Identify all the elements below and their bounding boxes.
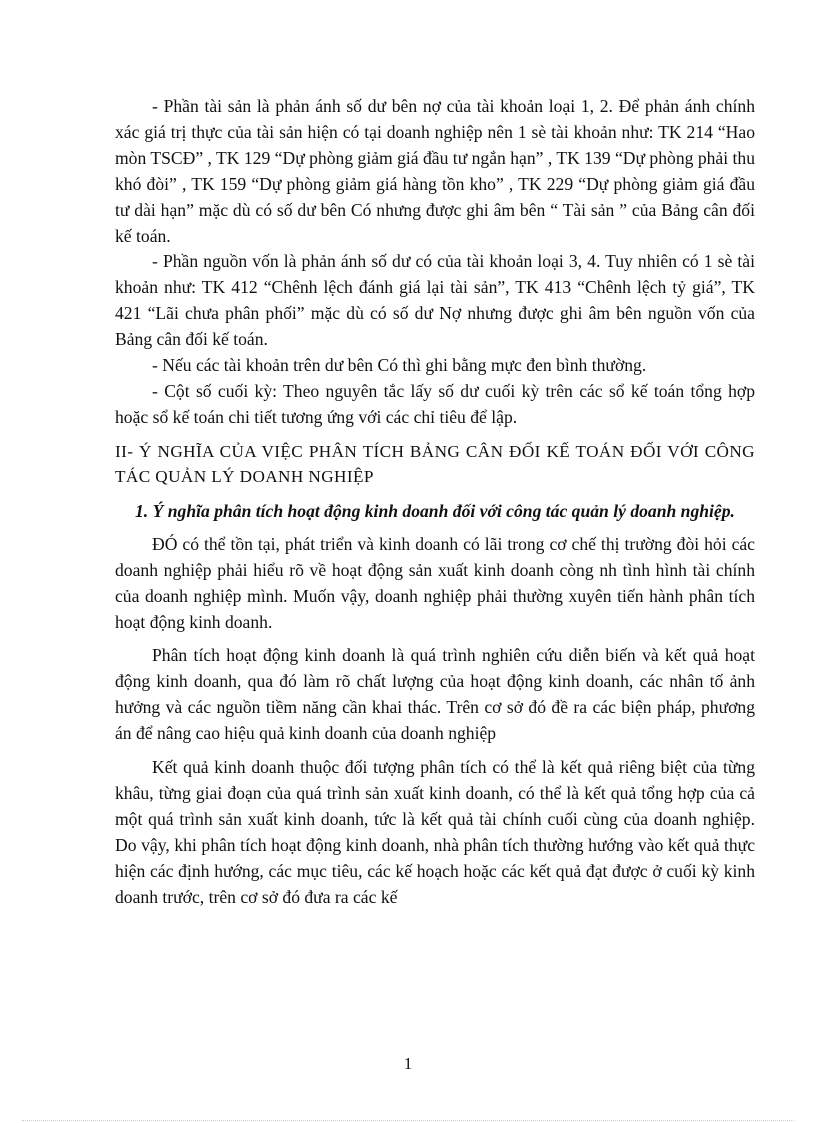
page-bottom-divider bbox=[22, 1120, 794, 1121]
spacer bbox=[115, 490, 755, 498]
paragraph-ending-balance: - Cột số cuối kỳ: Theo nguyên tắc lấy số dư cuối kỳ trên các sổ kế toán tổng hợp hoặc sổ kế toán chi tiết tương ứng với các chỉ tiêu để lập. bbox=[115, 380, 755, 427]
spacer bbox=[115, 747, 755, 755]
spacer bbox=[115, 524, 755, 532]
paragraph-credit-balance: - Nếu các tài khoản trên dư bên Có thì ghi bằng mực đen bình thường. bbox=[152, 355, 647, 376]
spacer bbox=[115, 635, 755, 643]
paragraph-definition: Phân tích hoạt động kinh doanh là quá trình nghiên cứu diễn biến và kết quả hoạt động kinh doanh, qua đó làm rõ chất lượng của hoạt động kinh doanh, các nhân tố ảnh hưởng và các nguồn tiềm năng cần khai thác. Trên cơ sở đó đề ra các biện pháp, phương án để nâng cao hiệu quả kinh doanh của doanh nghiệp bbox=[115, 645, 755, 744]
paragraph-intro: ĐÓ có thể tồn tại, phát triển và kinh doanh có lãi trong cơ chế thị trường đòi hỏi các doanh nghiệp phải hiểu rõ về hoạt động sản xuất kinh doanh còng nh tình hình tài chính của doanh nghiệp mình. Muốn vậy, doanh nghiệp phải thường xuyên tiến hành phân tích hoạt động kinh doanh. bbox=[115, 533, 755, 632]
paragraph-results: Kết quả kinh doanh thuộc đối tượng phân tích có thể là kết quả riêng biệt của từng khâu, từng giai đoạn của quá trình sản xuất kinh doanh, có thể là kết quả tổng hợp của cả một quá trình sản xuất kinh doanh, tức là kết quả tài chính cuối cùng của doanh nghiệp. Do vậy, khi phân tích hoạt động kinh doanh, nhà phân tích thường hướng vào kết quả thực hiện các định hướng, các mục tiêu, các kế hoạch hoặc các kết quả đạt được ở cuối kỳ kinh doanh trước, trên cơ sở đó đưa ra các kế bbox=[115, 757, 755, 907]
spacer bbox=[115, 431, 755, 439]
document-page bbox=[115, 94, 755, 910]
paragraph-assets: - Phần tài sản là phản ánh số dư bên nợ của tài khoản loại 1, 2. Để phản ánh chính xác giá trị thực của tài sản hiện có tại doanh nghiệp nên 1 sè tài khoản như: TK 214 “Hao mòn TSCĐ” , TK 129 “Dự phòng giảm giá đầu tư ngắn hạn” , TK 139 “Dự phòng phải thu khó đòi” , TK 159 “Dự phòng giảm giá hàng tồn kho” , TK 229 “Dự phòng giảm giá đầu tư dài hạn” mặc dù có số dư bên Có nhưng được ghi âm bên “ Tài sản ” của Bảng cân đối kế toán. bbox=[115, 96, 755, 246]
section-heading: II- Ý NGHĨA CỦA VIỆC PHÂN TÍCH BẢNG CÂN ĐỐI KẾ TOÁN ĐỐI VỚI CÔNG TÁC QUẢN LÝ DOANH NGHIỆP bbox=[115, 441, 755, 487]
page-number: 1 bbox=[403, 1054, 413, 1073]
paragraph-capital: - Phần nguồn vốn là phản ánh số dư có của tài khoản loại 3, 4. Tuy nhiên có 1 sè tài khoản như: TK 412 “Chênh lệch đánh giá lại tài sản”, TK 413 “Chênh lệch tỷ giá”, TK 421 “Lãi chưa phân phối” mặc dù có số dư Nợ nhưng được ghi âm bên nguồn vốn của Bảng cân đối kế toán. bbox=[115, 251, 755, 350]
subsection-heading: 1. Ý nghĩa phân tích hoạt động kinh doanh đối với công tác quản lý doanh nghiệp. bbox=[135, 500, 735, 521]
